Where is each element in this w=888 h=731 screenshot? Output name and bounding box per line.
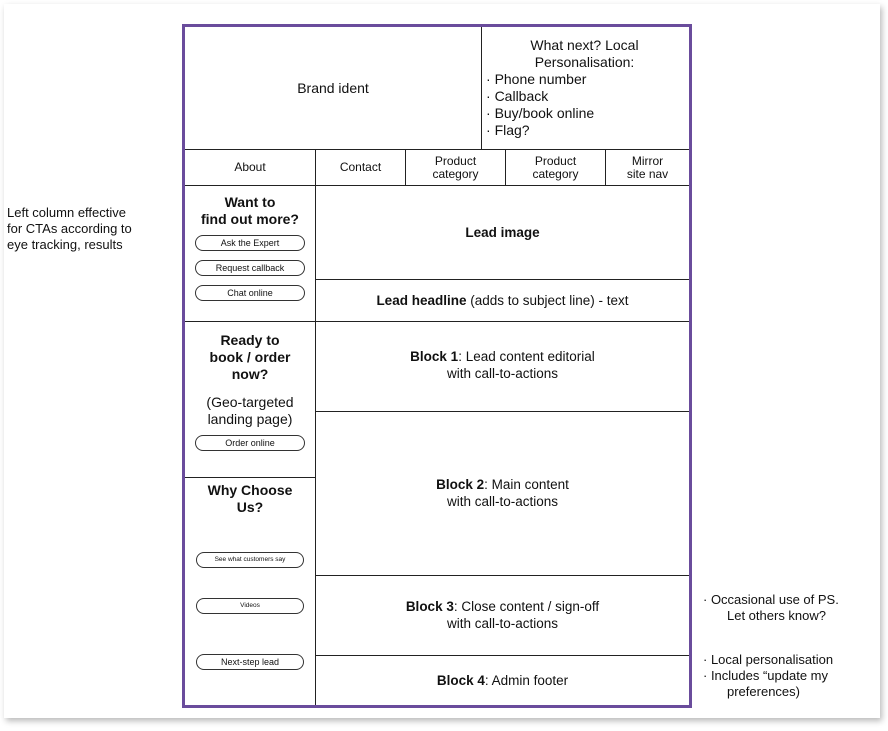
geo-targeted-note (185, 394, 315, 428)
note-line: preferences) (727, 684, 800, 699)
note-line: Let others know? (727, 608, 827, 623)
label-rest: : Admin footer (484, 673, 569, 688)
bold-label: Block 4 (436, 673, 485, 688)
note-line: (Geo-targeted (206, 394, 294, 410)
bold-label: Lead headline (376, 293, 467, 308)
block-line (437, 672, 568, 689)
what-next-item-flag: · Flag? (486, 122, 530, 138)
section-title: Ready to (220, 332, 280, 348)
lead-headline (315, 279, 689, 321)
nav-product-category-2 (505, 149, 605, 185)
bold-label: Block 1 (410, 349, 459, 364)
bold-label: Block 2 (436, 477, 485, 492)
bold-label: Block 3 (405, 599, 454, 614)
nav-about: About (185, 149, 315, 185)
label-rest: : Close content / sign-off (453, 599, 600, 614)
section-title: find out more? (201, 211, 299, 227)
label-rest: : Lead content editorial (458, 349, 595, 364)
what-next-title: What next? Local (530, 37, 639, 53)
local-personalisation-note (703, 652, 883, 700)
chat-online-button: Chat online (195, 285, 305, 301)
block-line: with call-to-actions (446, 494, 559, 509)
nav-product-category-1 (405, 149, 505, 185)
block-line: with call-to-actions (446, 366, 559, 381)
label-rest: (adds to subject line) - text (466, 293, 629, 308)
lead-image (315, 185, 689, 279)
next-step-lead-button: Next-step lead (196, 654, 304, 670)
ask-the-expert-button: Ask the Expert (195, 235, 305, 251)
block-2 (315, 411, 689, 575)
block-line: with call-to-actions (446, 616, 559, 631)
block-4 (315, 655, 689, 705)
note-line: · Occasional use of PS. (703, 592, 839, 607)
what-next-item-phone: · Phone number (486, 71, 587, 87)
section-title: Want to (224, 194, 276, 210)
section-title: book / order (209, 349, 291, 365)
note-line: · Local personalisation (703, 652, 834, 667)
nav-label: category (432, 166, 479, 181)
see-customers-button: See what customers say (196, 552, 304, 568)
nav-contact: Contact (315, 149, 405, 185)
section-title: Why Choose (207, 482, 293, 498)
block-1 (315, 321, 689, 411)
what-next-item-callback: · Callback (486, 88, 549, 104)
block-line (316, 598, 689, 615)
lead-image-label: Lead image (465, 225, 540, 240)
section-title: now? (231, 366, 269, 382)
note-line: · Includes “update my (703, 668, 829, 683)
block-3 (315, 575, 689, 655)
order-online-button: Order online (195, 435, 305, 451)
what-next-title: Personalisation: (534, 54, 635, 70)
note-line: landing page) (207, 411, 293, 427)
videos-button: Videos (196, 598, 304, 614)
block-line (316, 476, 689, 493)
request-callback-button: Request callback (195, 260, 305, 276)
brand-ident: Brand ident (297, 80, 369, 96)
what-next-panel (481, 27, 689, 149)
ps-note (703, 592, 883, 624)
nav-label: site nav (626, 166, 669, 181)
wireframe-page (182, 24, 692, 708)
nav-label: Mirror (631, 153, 664, 168)
note-line: for CTAs according to (7, 221, 132, 236)
sidebar-book-order (185, 321, 315, 477)
label-rest: : Main content (484, 477, 569, 492)
section-title: Us? (236, 499, 264, 515)
sidebar-find-out-more (185, 185, 315, 321)
left-column-note (7, 205, 177, 253)
nav-label: Product (434, 153, 477, 168)
sidebar-why-choose-us (185, 477, 315, 705)
what-next-item-buy: · Buy/book online (486, 105, 595, 121)
note-line: Left column effective (7, 205, 126, 220)
lead-headline-text (376, 292, 628, 309)
note-line: eye tracking, results (7, 237, 123, 252)
nav-mirror-site (605, 149, 689, 185)
block-line (316, 348, 689, 365)
nav-label: category (532, 166, 579, 181)
nav-label: Product (534, 153, 577, 168)
